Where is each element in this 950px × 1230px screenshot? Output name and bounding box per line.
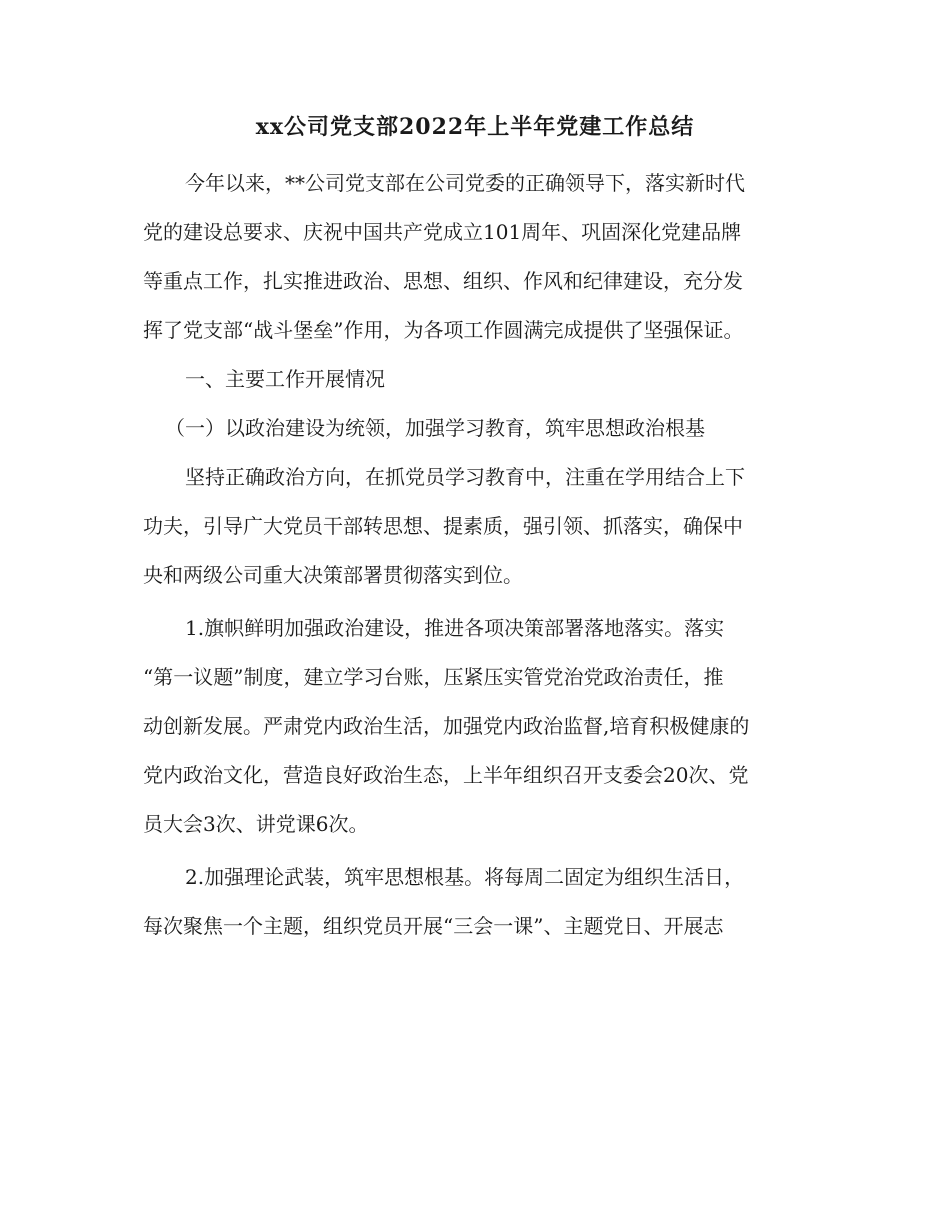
paragraph-item1-line-2: “第一议题”制度，建立学习台账，压紧压实管党治党政治责任，推 [143,665,724,689]
paragraph-item1-line-4: 党内政治文化，营造良好政治生态，上半年组织召开支委会20次、党 [143,763,749,787]
document-title: xx公司党支部2022年上半年党建工作总结 [255,114,695,140]
paragraph-subsection-line-2: 功夫，引导广大党员干部转思想、提素质，强引领、抓落实，确保中 [143,514,743,538]
paragraph-subsection-line-3: 央和两级公司重大决策部署贯彻落实到位。 [143,563,523,587]
paragraph-item1-line-3: 动创新发展。严肃党内政治生活，加强党内政治监督,培育积极健康的 [143,714,750,738]
paragraph-intro-line-3: 等重点工作，扎实推进政治、思想、组织、作风和纪律建设，充分发 [143,269,743,293]
section-heading-1: 一、主要工作开展情况 [185,367,385,391]
subsection-heading-1: （一）以政治建设为统领，加强学习教育，筑牢思想政治根基 [165,416,705,440]
paragraph-item2-line-1: 2.加强理论武装，筑牢思想根基。将每周二固定为组织生活日， [185,865,745,889]
paragraph-item1-line-5: 员大会3次、讲党课6次。 [143,812,369,836]
paragraph-intro-line-4: 挥了党支部“战斗堡垒”作用，为各项工作圆满完成提供了坚强保证。 [143,318,744,342]
paragraph-item1-line-1: 1.旗帜鲜明加强政治建设，推进各项决策部署落地落实。落实 [185,616,725,640]
paragraph-intro-line-1: 今年以来，**公司党支部在公司党委的正确领导下，落实新时代 [185,171,745,195]
paragraph-subsection-line-1: 坚持正确政治方向，在抓党员学习教育中，注重在学用结合上下 [185,465,745,489]
paragraph-item2-line-2: 每次聚焦一个主题，组织党员开展“三会一课”、主题党日、开展志 [143,914,724,938]
paragraph-intro-line-2: 党的建设总要求、庆祝中国共产党成立101周年、巩固深化党建品牌 [143,220,742,244]
